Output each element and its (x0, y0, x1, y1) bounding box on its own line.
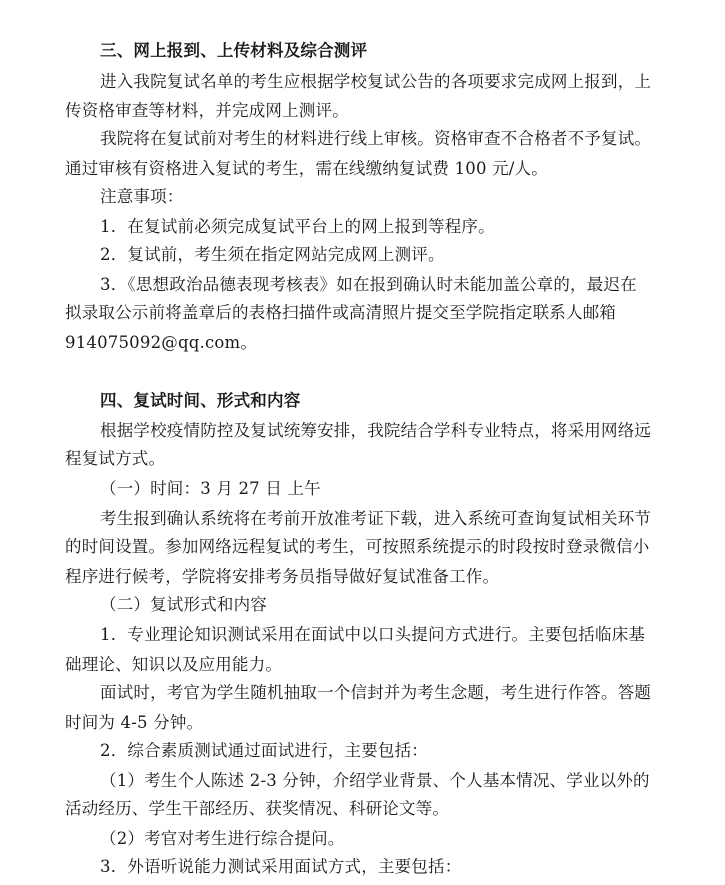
paragraph-line: 考生报到确认系统将在考前开放准考证下载，进入系统可查询复试相关环节 (100, 509, 652, 528)
paragraph-line: 进入我院复试名单的考生应根据学校复试公告的各项要求完成网上报到，上 (100, 72, 652, 91)
paragraph-line: 传资格审查等材料，并完成网上测评。 (65, 101, 349, 120)
paragraph-line: 根据学校疫情防控及复试统筹安排，我院结合学科专业特点，将采用网络远 (100, 421, 652, 440)
list-item-1: 1．专业理论知识测试采用在面试中以口头提问方式进行。主要包括临床基 (100, 625, 646, 644)
note-item-3: 3．《思想政治品德表现考核表》如在报到确认时未能加盖公章的，最迟在 (100, 275, 637, 294)
paragraph-line: 我院将在复试前对考生的材料进行线上审核。资格审查不合格者不予复试。 (100, 129, 652, 148)
paragraph-line: 的时间设置。参加网络远程复试的考生，可按照系统提示的时段按时登录微信小 (65, 537, 650, 556)
paragraph-line: 拟录取公示前将盖章后的表格扫描件或高清照片提交至学院指定联系人邮箱 (65, 303, 617, 322)
note-item-1: 1．在复试前必须完成复试平台上的网上报到等程序。 (100, 217, 495, 236)
paragraph-line: 程序进行候考，学院将安排考务员指导做好复试准备工作。 (65, 567, 500, 586)
section-4-heading: 四、复试时间、形式和内容 (100, 391, 301, 410)
section-3-heading: 三、网上报到、上传材料及综合测评 (100, 41, 368, 60)
paragraph-line: 面试时，考官为学生随机抽取一个信封并为考生念题，考生进行作答。答题 (100, 683, 652, 702)
paragraph-line: 通过审核有资格进入复试的考生，需在线缴纳复试费 100 元/人。 (65, 159, 548, 178)
paragraph-line: 时间为 4-5 分钟。 (65, 713, 204, 732)
email-text: 914075092@qq.com。 (65, 333, 258, 352)
notes-title: 注意事项： (100, 187, 184, 206)
paragraph-line: 础理论、知识以及应用能力。 (65, 655, 283, 674)
list-subitem-1: （1）考生个人陈述 2-3 分钟，介绍学业背景、个人基本情况、学业以外的 (100, 771, 650, 790)
paragraph-line: 程复试方式。 (65, 449, 166, 468)
subsection-2-title: （二）复试形式和内容 (100, 595, 267, 614)
subsection-1-title: （一）时间：3 月 27 日 上午 (100, 479, 321, 498)
list-subitem-2: （2）考官对考生进行综合提问。 (100, 829, 345, 848)
paragraph-line: 活动经历、学生干部经历、获奖情况、科研论文等。 (65, 799, 450, 818)
note-item-2: 2．复试前，考生须在指定网站完成网上测评。 (100, 245, 445, 264)
list-item-3: 3．外语听说能力测试采用面试方式，主要包括： (100, 857, 462, 876)
list-item-2: 2．综合素质测试通过面试进行，主要包括： (100, 741, 428, 760)
